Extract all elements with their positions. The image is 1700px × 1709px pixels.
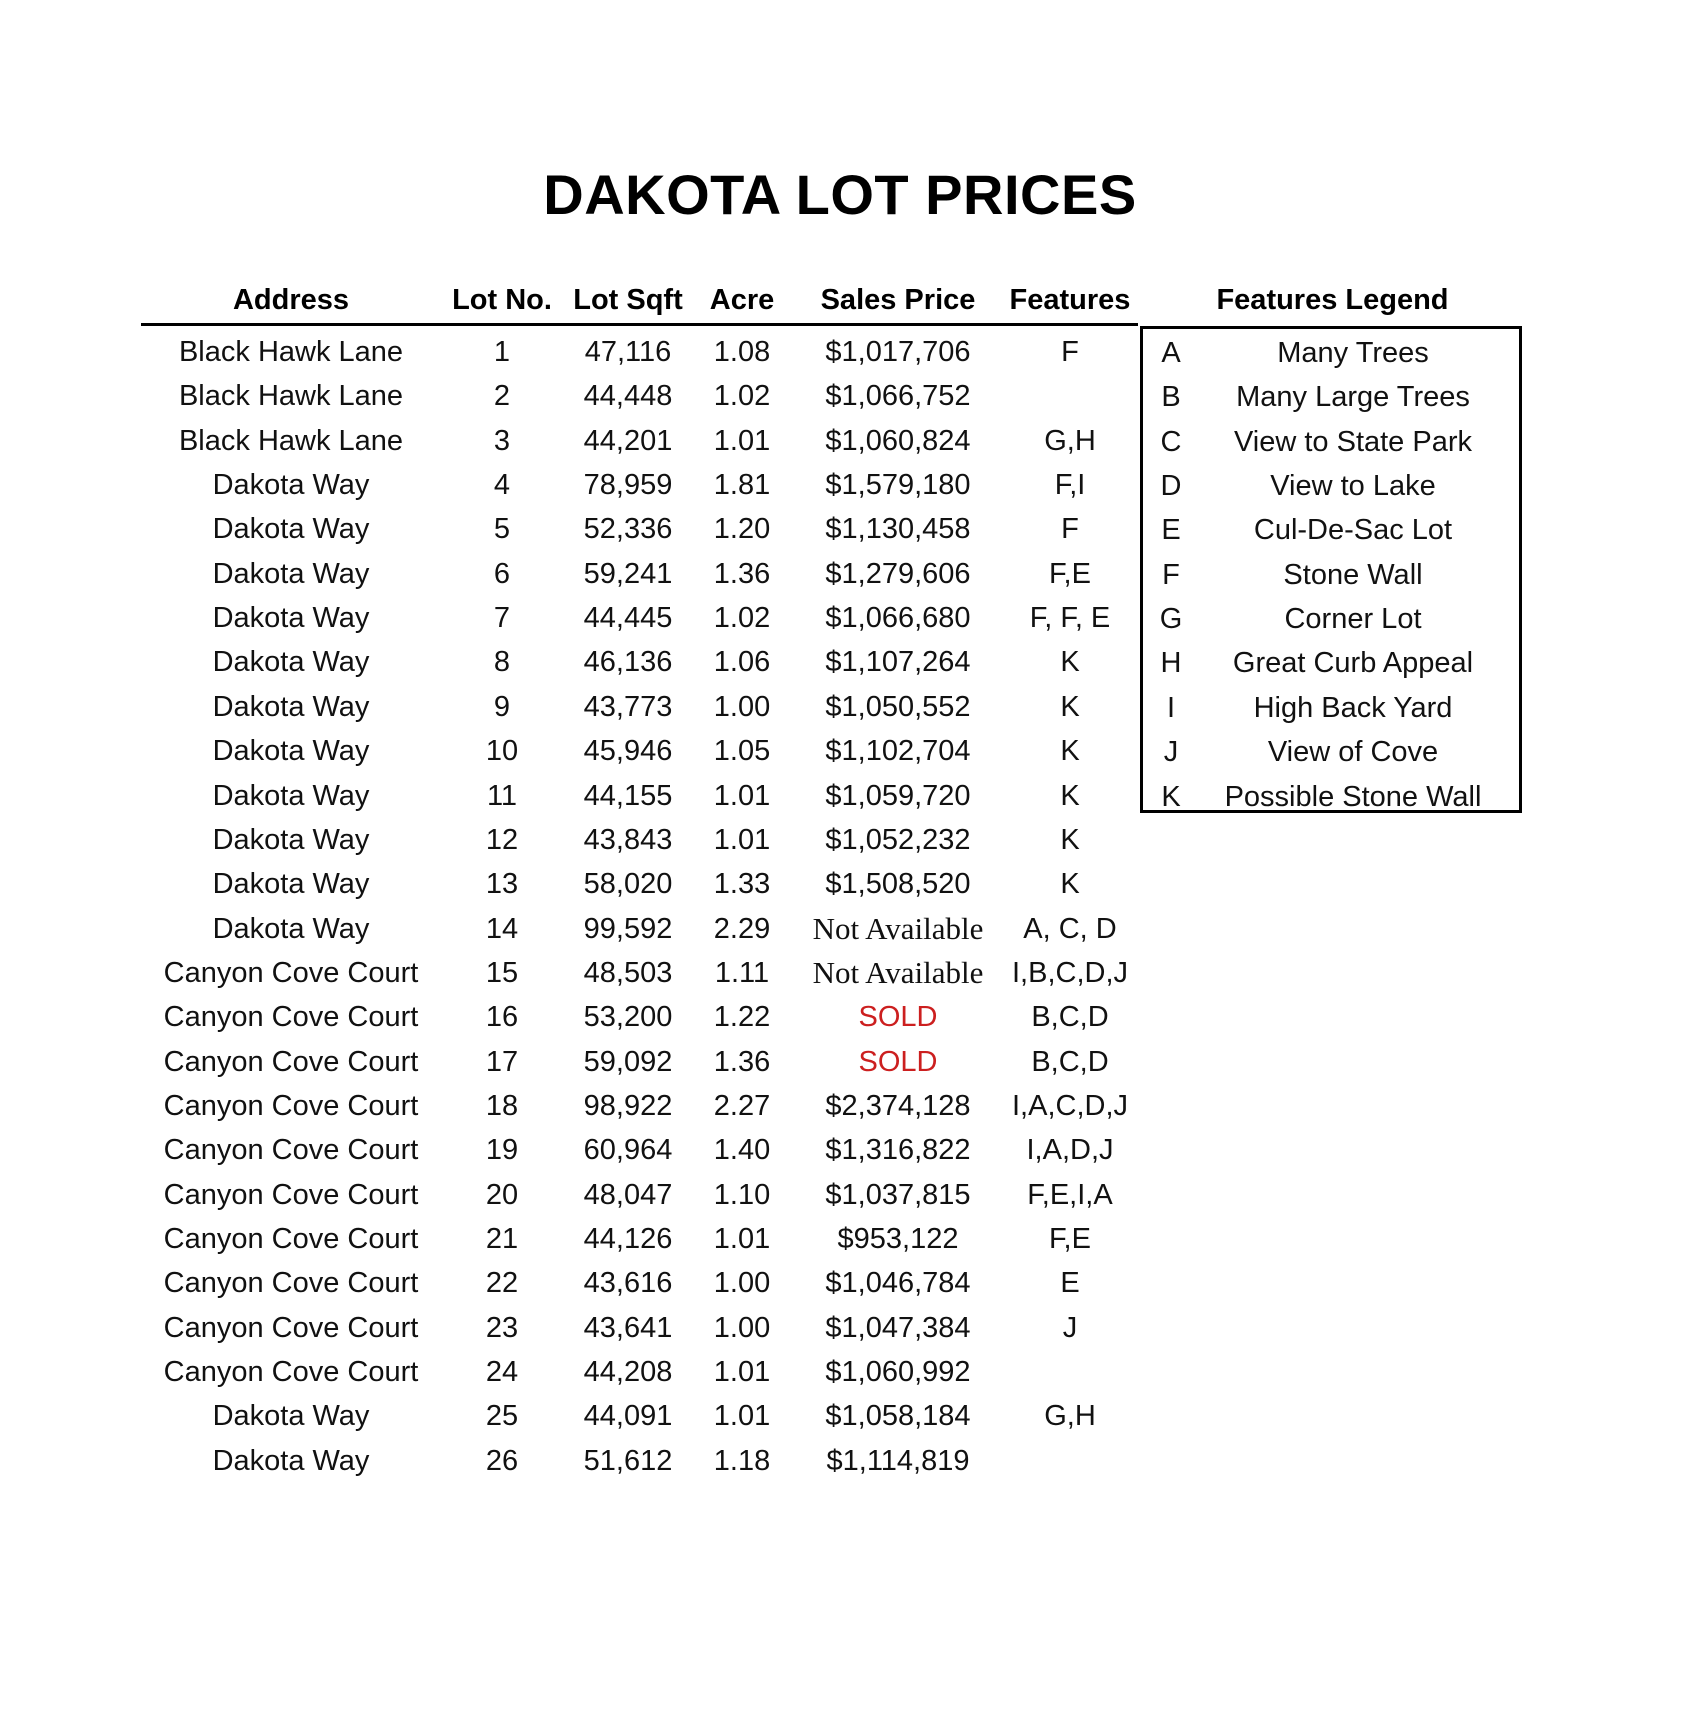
acre-cell: 1.05 [713, 735, 771, 768]
legend-code: J [1163, 736, 1179, 769]
column-header-address: Address [232, 284, 350, 316]
legend-item [1143, 686, 1525, 730]
acre-cell: 1.02 [713, 602, 771, 635]
features-cell: I,B,C,D,J [1011, 956, 1128, 989]
sales-price-cell: $1,059,720 [825, 779, 971, 812]
lot-number-cell: 18 [485, 1089, 519, 1122]
acre-cell: 1.01 [713, 823, 771, 856]
sales-price-cell: SOLD [858, 1001, 938, 1034]
address-cell: Dakota Way [212, 557, 370, 590]
legend-title: Features Legend [1216, 284, 1449, 316]
lot-number-cell: 10 [485, 735, 519, 768]
sales-price-cell: $1,037,815 [825, 1178, 971, 1211]
acre-cell: 1.10 [713, 1178, 771, 1211]
features-cell: I,A,D,J [1026, 1134, 1114, 1167]
legend-code: A [1161, 337, 1181, 369]
features-cell: G,H [1044, 424, 1096, 457]
lot-sqft-cell: 44,091 [583, 1400, 673, 1433]
address-cell: Dakota Way [212, 912, 370, 945]
lot-sqft-cell: 44,201 [583, 424, 673, 457]
legend-item [1143, 464, 1525, 508]
acre-cell: 1.00 [713, 1311, 771, 1344]
sales-price-cell: $1,107,264 [825, 646, 971, 679]
table-row [0, 951, 1140, 995]
table-row [0, 552, 1140, 596]
acre-cell: 1.06 [713, 646, 771, 679]
lot-number-cell: 23 [485, 1311, 519, 1344]
sales-price-cell: Not Available [812, 910, 984, 946]
legend-label: View to Lake [1270, 470, 1436, 503]
acre-cell: 1.36 [713, 1045, 771, 1078]
table-row [0, 1173, 1140, 1217]
sales-price-cell: $1,066,752 [825, 380, 971, 413]
acre-cell: 2.29 [713, 912, 771, 945]
address-cell: Canyon Cove Court [163, 1223, 419, 1255]
lot-sqft-cell: 46,136 [583, 646, 673, 679]
lot-number-cell: 7 [493, 602, 511, 635]
lot-number-cell: 1 [493, 336, 511, 368]
lot-sqft-cell: 44,155 [583, 779, 673, 812]
table-row [0, 507, 1140, 551]
features-cell: G,H [1044, 1400, 1096, 1433]
column-header-lot-sqft: Lot Sqft [573, 284, 683, 316]
acre-cell: 1.18 [713, 1444, 771, 1477]
features-cell: J [1062, 1311, 1078, 1344]
lot-sqft-cell: 48,503 [583, 956, 673, 989]
table-row [0, 374, 1140, 418]
legend-label: View of Cove [1267, 736, 1439, 769]
acre-cell: 1.08 [713, 336, 771, 368]
lot-sqft-cell: 47,116 [584, 336, 672, 368]
lot-sqft-cell: 43,773 [583, 690, 673, 723]
features-cell: K [1060, 690, 1080, 723]
lot-sqft-cell: 51,612 [583, 1444, 673, 1477]
lot-sqft-cell: 48,047 [583, 1178, 673, 1211]
lot-number-cell: 9 [493, 690, 511, 723]
legend-code: B [1161, 381, 1181, 414]
lot-sqft-cell: 59,092 [583, 1045, 673, 1078]
acre-cell: 1.01 [713, 779, 771, 812]
lot-number-cell: 19 [485, 1134, 519, 1167]
features-legend [1140, 326, 1522, 813]
table-row [0, 907, 1140, 951]
legend-label: Stone Wall [1283, 558, 1423, 591]
lot-sqft-cell: 43,641 [583, 1311, 673, 1344]
lot-number-cell: 8 [493, 646, 511, 679]
table-row [0, 774, 1140, 818]
sales-price-cell: $1,047,384 [825, 1311, 971, 1344]
legend-label: High Back Yard [1253, 691, 1453, 724]
page-title: DAKOTA LOT PRICES [543, 163, 1137, 226]
sales-price-cell: $1,060,824 [825, 424, 971, 457]
address-cell: Dakota Way [212, 690, 370, 723]
address-cell: Canyon Cove Court [163, 1356, 419, 1389]
features-cell: F,E [1049, 1223, 1091, 1255]
features-cell: K [1060, 868, 1080, 901]
lot-number-cell: 11 [486, 779, 518, 812]
legend-code: K [1161, 780, 1181, 813]
address-cell: Black Hawk Lane [178, 380, 404, 413]
features-cell: K [1060, 646, 1080, 679]
address-cell: Canyon Cove Court [163, 1134, 419, 1167]
address-cell: Dakota Way [212, 602, 370, 635]
acre-cell: 1.01 [713, 1356, 771, 1389]
lot-number-cell: 13 [485, 868, 519, 901]
legend-item [1143, 730, 1525, 774]
legend-label: Corner Lot [1284, 603, 1422, 636]
acre-cell: 1.22 [713, 1001, 771, 1034]
features-cell: K [1060, 735, 1080, 768]
table-row [0, 729, 1140, 773]
lot-number-cell: 22 [485, 1267, 519, 1300]
features-cell: F,I [1054, 469, 1086, 502]
acre-cell: 1.01 [713, 1223, 771, 1255]
address-cell: Dakota Way [212, 1444, 370, 1477]
address-cell: Canyon Cove Court [163, 1045, 419, 1078]
acre-cell: 1.01 [713, 424, 771, 457]
lot-number-cell: 15 [485, 956, 519, 989]
sales-price-cell: $953,122 [837, 1223, 959, 1255]
sales-price-cell: $1,508,520 [825, 868, 971, 901]
sales-price-cell: SOLD [858, 1045, 938, 1078]
table-row [0, 685, 1140, 729]
sales-price-cell: $1,114,819 [826, 1444, 970, 1477]
acre-cell: 2.27 [713, 1089, 771, 1122]
table-row [0, 862, 1140, 906]
legend-item [1143, 375, 1525, 419]
sales-price-cell: $1,130,458 [825, 513, 971, 546]
lot-sqft-cell: 78,959 [583, 469, 673, 502]
sales-price-cell: $1,017,706 [825, 336, 971, 368]
legend-item [1143, 553, 1525, 597]
sales-price-cell: Not Available [812, 954, 984, 990]
legend-item [1143, 641, 1525, 685]
table-row [0, 1040, 1140, 1084]
legend-code: G [1159, 603, 1183, 636]
column-header-sales-price: Sales Price [820, 284, 976, 316]
legend-item [1143, 597, 1525, 641]
table-row [0, 1439, 1140, 1483]
lot-sqft-cell: 44,126 [583, 1223, 673, 1255]
sales-price-cell: $1,279,606 [825, 557, 971, 590]
acre-cell: 1.40 [713, 1134, 771, 1167]
features-cell: F [1061, 513, 1079, 546]
table-row [0, 995, 1140, 1039]
table-row [0, 1394, 1140, 1438]
table-row [0, 419, 1140, 463]
legend-label: Many Trees [1277, 337, 1429, 369]
column-header-acre: Acre [709, 284, 775, 316]
lot-sqft-cell: 99,592 [583, 912, 673, 945]
legend-item [1143, 775, 1525, 819]
table-row [0, 1128, 1140, 1172]
legend-code: C [1160, 425, 1182, 458]
legend-label: Cul-De-Sac Lot [1253, 514, 1453, 547]
table-row [0, 640, 1140, 684]
lot-sqft-cell: 43,616 [583, 1267, 673, 1300]
sales-price-cell: $1,579,180 [825, 469, 971, 502]
sales-price-cell: $1,050,552 [825, 690, 971, 723]
legend-code: E [1161, 514, 1181, 547]
header-divider [141, 323, 1138, 326]
legend-label: Great Curb Appeal [1232, 647, 1474, 680]
sales-price-cell: $1,058,184 [825, 1400, 971, 1433]
features-cell: F,E [1049, 557, 1091, 590]
table-row [0, 1217, 1140, 1261]
address-cell: Dakota Way [212, 823, 370, 856]
lot-number-cell: 20 [485, 1178, 519, 1211]
features-cell: F, F, E [1029, 602, 1111, 635]
lot-sqft-cell: 59,241 [583, 557, 673, 590]
sales-price-cell: $2,374,128 [825, 1089, 971, 1122]
lot-sqft-cell: 44,208 [583, 1356, 673, 1389]
address-cell: Canyon Cove Court [163, 956, 419, 989]
lot-number-cell: 2 [493, 380, 511, 413]
table-row [0, 1261, 1140, 1305]
lot-number-cell: 12 [485, 823, 519, 856]
address-cell: Canyon Cove Court [163, 1178, 419, 1211]
lot-number-cell: 21 [485, 1223, 519, 1255]
lot-number-cell: 24 [485, 1356, 519, 1389]
lot-sqft-cell: 60,964 [583, 1134, 673, 1167]
lot-number-cell: 16 [485, 1001, 519, 1034]
acre-cell: 1.11 [714, 956, 770, 989]
table-row [0, 330, 1140, 374]
legend-item [1143, 420, 1525, 464]
address-cell: Dakota Way [212, 646, 370, 679]
features-cell: A, C, D [1023, 912, 1117, 945]
table-row [0, 1350, 1140, 1394]
acre-cell: 1.20 [713, 513, 771, 546]
lot-number-cell: 4 [493, 469, 511, 502]
acre-cell: 1.00 [713, 690, 771, 723]
lot-number-cell: 17 [485, 1045, 519, 1078]
legend-item [1143, 331, 1525, 375]
lot-sqft-cell: 45,946 [583, 735, 673, 768]
sales-price-cell: $1,316,822 [825, 1134, 971, 1167]
address-cell: Canyon Cove Court [163, 1001, 419, 1034]
lot-sqft-cell: 52,336 [583, 513, 673, 546]
table-row [0, 463, 1140, 507]
legend-code: D [1160, 470, 1182, 503]
lot-sqft-cell: 53,200 [583, 1001, 673, 1034]
address-cell: Dakota Way [212, 469, 370, 502]
lot-number-cell: 6 [493, 557, 511, 590]
address-cell: Canyon Cove Court [163, 1089, 419, 1122]
features-cell: K [1060, 779, 1080, 812]
features-cell: I,A,C,D,J [1011, 1089, 1128, 1122]
sales-price-cell: $1,046,784 [825, 1267, 971, 1300]
address-cell: Dakota Way [212, 735, 370, 768]
acre-cell: 1.36 [713, 557, 771, 590]
acre-cell: 1.01 [713, 1400, 771, 1433]
lot-sqft-cell: 43,843 [583, 823, 673, 856]
acre-cell: 1.00 [713, 1267, 771, 1300]
legend-label: Many Large Trees [1236, 381, 1470, 414]
legend-item [1143, 508, 1525, 552]
lot-number-cell: 14 [485, 912, 519, 945]
column-header-lot-no: Lot No. [452, 284, 552, 316]
column-header-features: Features [1009, 284, 1131, 316]
lot-sqft-cell: 44,448 [583, 380, 673, 413]
features-cell: F [1061, 336, 1079, 368]
legend-code: H [1160, 647, 1182, 680]
address-cell: Dakota Way [212, 779, 370, 812]
acre-cell: 1.02 [713, 380, 771, 413]
lot-sqft-cell: 44,445 [583, 602, 673, 635]
table-row [0, 1306, 1140, 1350]
legend-code: F [1162, 558, 1180, 591]
legend-label: View to State Park [1233, 425, 1473, 458]
sales-price-cell: $1,052,232 [825, 823, 971, 856]
address-cell: Canyon Cove Court [163, 1311, 419, 1344]
address-cell: Dakota Way [212, 1400, 370, 1433]
lot-number-cell: 3 [493, 424, 511, 457]
table-row [0, 596, 1140, 640]
features-cell: B,C,D [1031, 1001, 1109, 1034]
lot-sqft-cell: 58,020 [583, 868, 673, 901]
address-cell: Dakota Way [212, 513, 370, 546]
lot-sqft-cell: 98,922 [583, 1089, 673, 1122]
legend-code: I [1166, 691, 1176, 724]
features-cell: E [1060, 1267, 1080, 1300]
features-cell: B,C,D [1031, 1045, 1109, 1078]
table-row [0, 818, 1140, 862]
address-cell: Black Hawk Lane [178, 424, 404, 457]
features-cell: K [1060, 823, 1080, 856]
acre-cell: 1.81 [713, 469, 771, 502]
acre-cell: 1.33 [713, 868, 771, 901]
lot-number-cell: 5 [493, 513, 511, 546]
sales-price-cell: $1,102,704 [825, 735, 971, 768]
legend-label: Possible Stone Wall [1224, 780, 1482, 813]
table-row [0, 1084, 1140, 1128]
features-cell: F,E,I,A [1027, 1178, 1113, 1211]
sales-price-cell: $1,060,992 [825, 1356, 971, 1389]
address-cell: Black Hawk Lane [178, 336, 404, 368]
lot-number-cell: 26 [485, 1444, 519, 1477]
address-cell: Dakota Way [212, 868, 370, 901]
address-cell: Canyon Cove Court [163, 1267, 419, 1300]
sales-price-cell: $1,066,680 [825, 602, 971, 635]
lot-number-cell: 25 [485, 1400, 519, 1433]
